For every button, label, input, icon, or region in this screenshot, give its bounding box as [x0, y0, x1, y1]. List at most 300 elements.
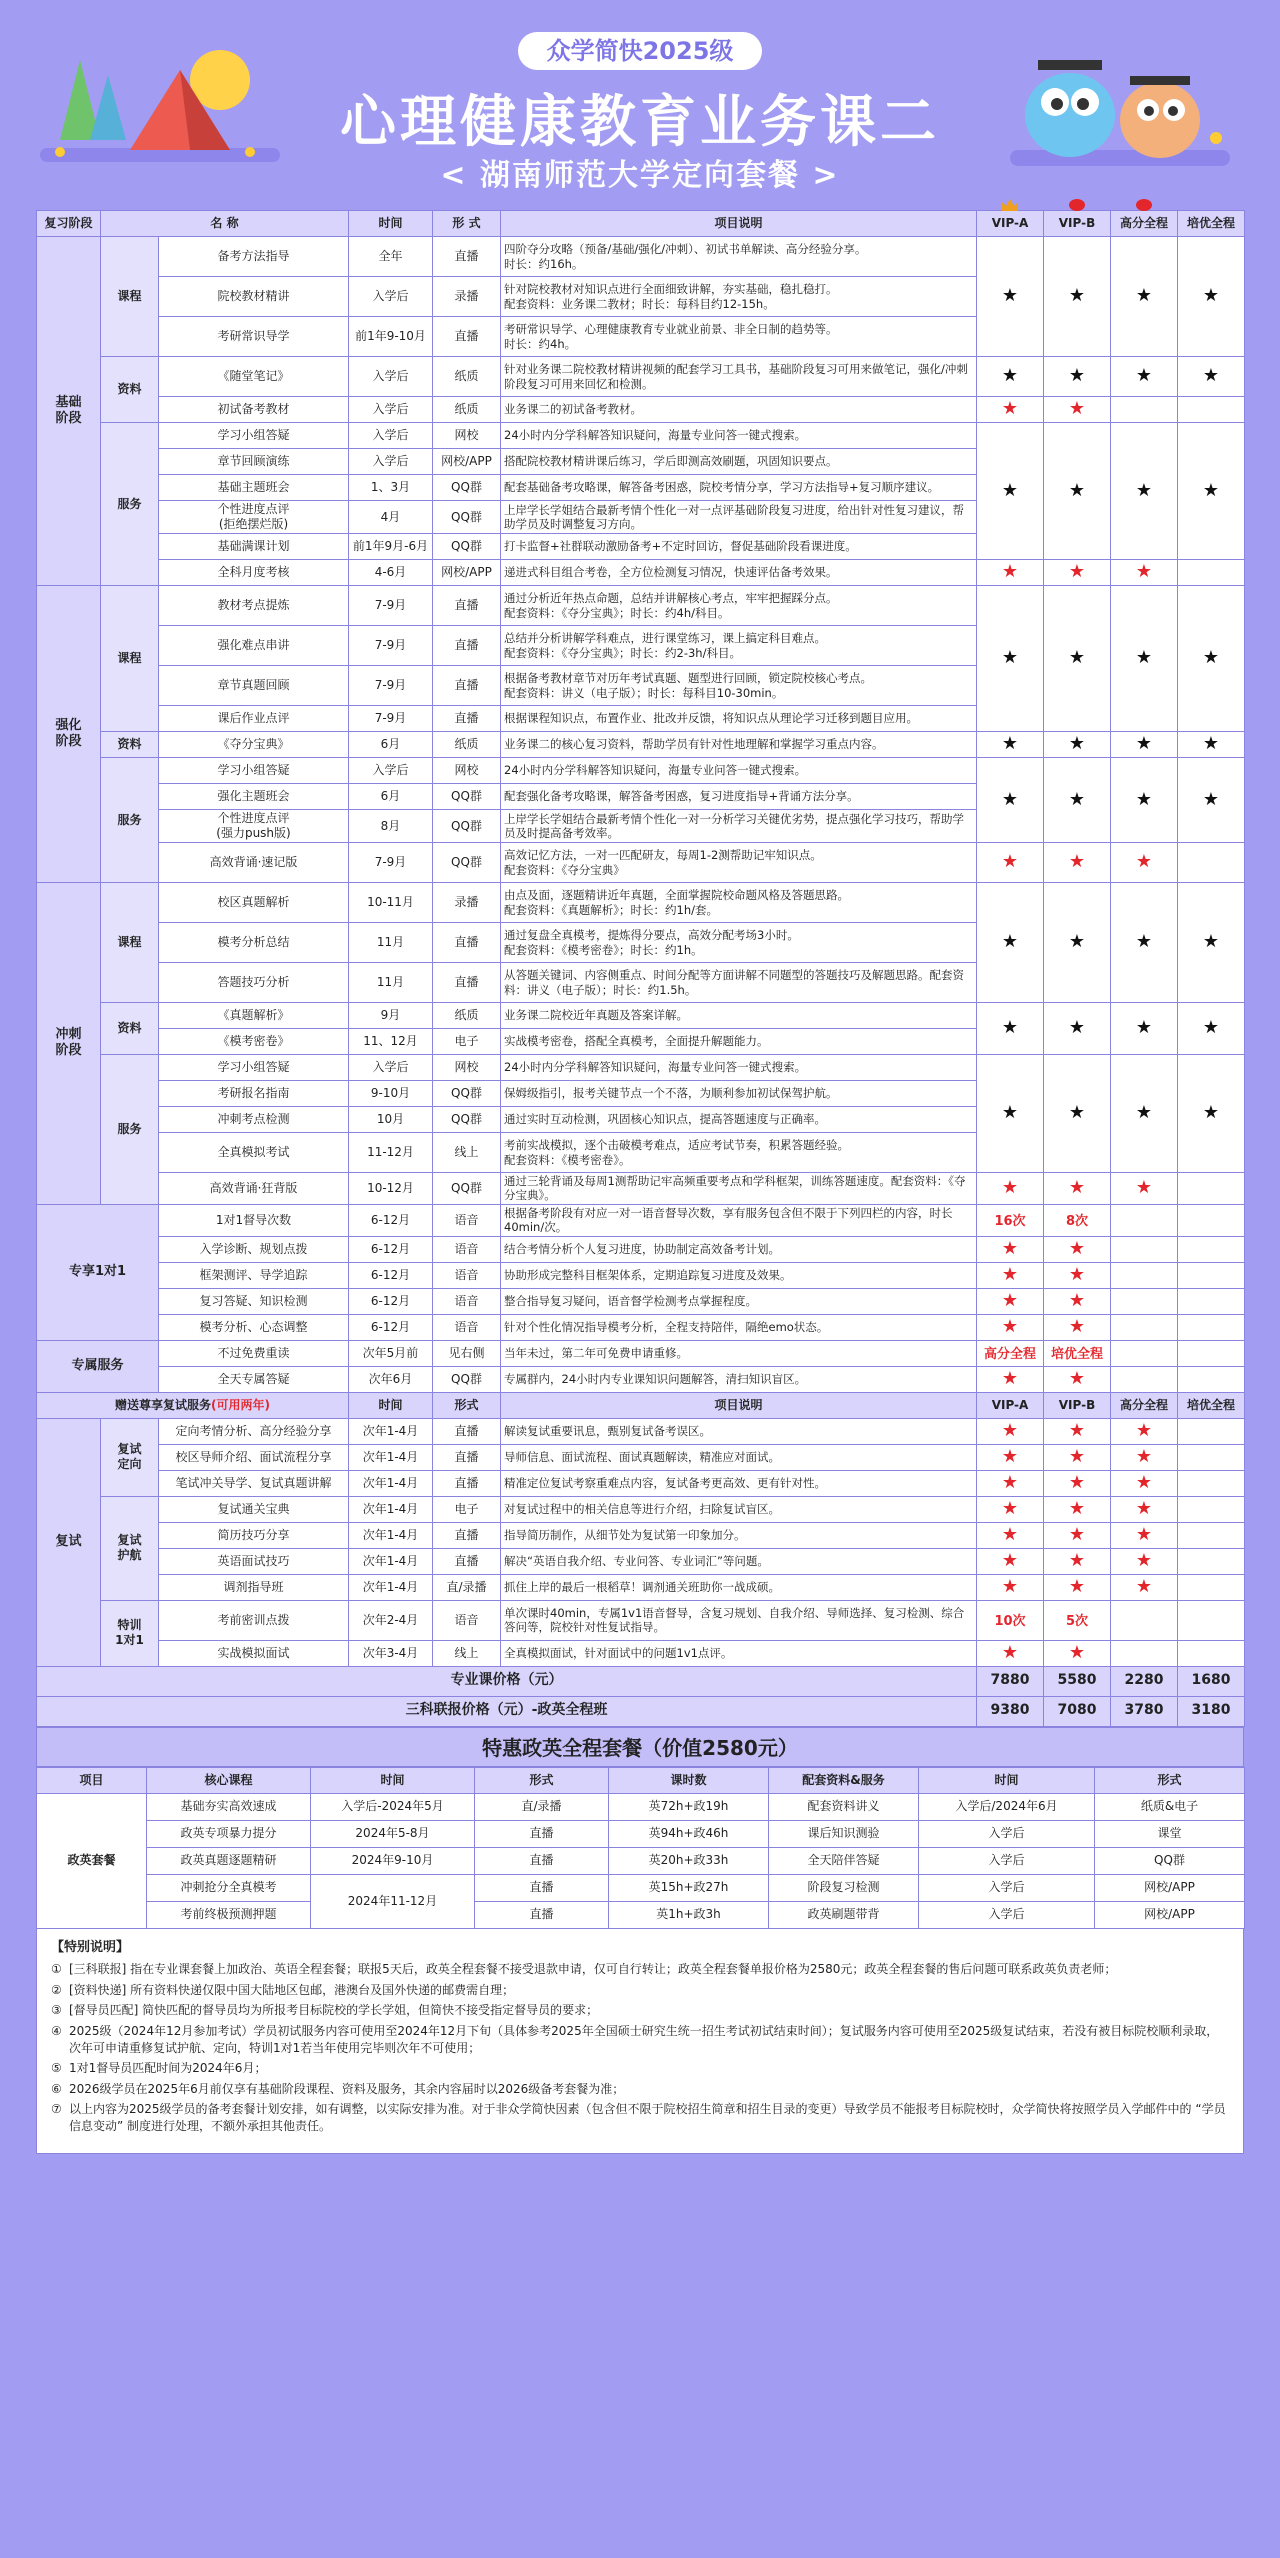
item-name: 《模考密卷》: [159, 1029, 349, 1055]
mark-cell: [977, 1548, 1044, 1574]
mark-cell: [977, 1262, 1044, 1288]
item-desc: 指导简历制作，从细节处为复试第一印象加分。: [501, 1522, 977, 1548]
mark-cell: [1111, 237, 1178, 357]
star-icon: ★: [1135, 1102, 1153, 1124]
mark-cell: [1044, 1204, 1111, 1236]
category-cell: 课程: [101, 586, 159, 732]
table-row: [37, 237, 1245, 277]
star-icon: ★: [1135, 1497, 1153, 1519]
policy-service: 阶段复习检测: [769, 1874, 919, 1901]
mark-cell: [977, 397, 1044, 423]
note-number: ⑦: [51, 2102, 62, 2117]
item-time: 前1年9-10月: [349, 317, 433, 357]
mark-cell: [1111, 758, 1178, 843]
mark-cell: [1178, 1340, 1245, 1366]
mark-cell: [1111, 1522, 1178, 1548]
table-row: [37, 1470, 1245, 1496]
table-row: [37, 843, 1245, 883]
star-icon: ★: [1068, 1263, 1086, 1285]
mark-cell: [977, 1236, 1044, 1262]
star-icon: ★: [1068, 1523, 1086, 1545]
item-form: 线上: [433, 1640, 501, 1666]
item-desc: 24小时内分学科解答知识疑问，海量专业问答一键式搜索。: [501, 423, 977, 449]
mark-cell: [1111, 1548, 1178, 1574]
col-excel-header: 培优全程: [1178, 211, 1245, 237]
star-icon: ★: [1001, 1315, 1019, 1337]
mascot-illustration: [990, 40, 1230, 175]
note-item: [51, 2081, 1229, 2098]
mark-cell: [1044, 1470, 1111, 1496]
star-icon: ★: [1001, 398, 1019, 420]
price-value: 7880: [977, 1666, 1044, 1696]
retest-col-header: 时间: [349, 1392, 433, 1418]
item-desc: 总结并分析讲解学科难点，进行课堂练习，课上搞定科目难点。 配套资料：《夺分宝典》；时长：约2-3h/科目。: [501, 626, 977, 666]
policy-service: 全天陪伴答疑: [769, 1847, 919, 1874]
item-name: 英语面试技巧: [159, 1548, 349, 1574]
page-subtitle: < 湖南师范大学定向套餐 >: [440, 158, 840, 193]
price-label: 三科联报价格（元）-政英全程班: [37, 1696, 977, 1726]
item-name: 高效背诵·速记版: [159, 843, 349, 883]
mark-cell: [1111, 1288, 1178, 1314]
table-row: [37, 1444, 1245, 1470]
star-icon: ★: [1202, 285, 1220, 307]
item-desc: 针对个性化情况指导模考分析，全程支持陪伴，隔绝emo状态。: [501, 1314, 977, 1340]
note-text: 2026级学员在2025年6月前仅享有基础阶段课程、资料及服务，其余内容届时以2026级备考套餐为准；: [69, 2081, 625, 2096]
mark-cell: [1111, 1055, 1178, 1173]
item-desc: 24小时内分学科解答知识疑问，海量专业问答一键式搜索。: [501, 758, 977, 784]
item-name: 复习答疑、知识检测: [159, 1288, 349, 1314]
mark-cell: [977, 1522, 1044, 1548]
price-row: [37, 1696, 1245, 1726]
item-form: 网校: [433, 758, 501, 784]
mark-cell: [1178, 1640, 1245, 1666]
policy-title: 特惠政英全程套餐（价值2580元）: [36, 1727, 1244, 1767]
item-desc: 上岸学长学姐结合最新考情个性化一对一点评基础阶段复习进度，给出针对性复习建议，帮助学员及时调整复习方向。: [501, 501, 977, 534]
item-name: 考研报名指南: [159, 1081, 349, 1107]
mark-cell: [1111, 560, 1178, 586]
star-icon: ★: [1001, 285, 1019, 307]
retest-header-row: [37, 1392, 1245, 1418]
mark-cell: [977, 1003, 1044, 1055]
item-name: 《真题解析》: [159, 1003, 349, 1029]
policy-col-header: 核心课程: [147, 1767, 311, 1793]
table-row: [37, 732, 1245, 758]
item-name: 个性进度点评 (拒绝摆烂版): [159, 501, 349, 534]
table-row: [37, 1574, 1245, 1600]
mark-cell: [1111, 1640, 1178, 1666]
item-time: 次年2-4月: [349, 1600, 433, 1640]
star-icon: ★: [1202, 479, 1220, 501]
star-icon: ★: [1135, 285, 1153, 307]
retest-col-header: 高分全程: [1111, 1392, 1178, 1418]
item-desc: 业务课二的初试备考教材。: [501, 397, 977, 423]
mark-cell: [1111, 1444, 1178, 1470]
table-row: [37, 1640, 1245, 1666]
item-name: 院校教材精讲: [159, 277, 349, 317]
star-icon: ★: [1068, 561, 1086, 583]
mark-text: 16次: [994, 1213, 1026, 1229]
mark-cell: [1111, 1314, 1178, 1340]
star-icon: ★: [1001, 479, 1019, 501]
item-form: 直播: [433, 963, 501, 1003]
policy-hours: 英94h+政46h: [609, 1820, 769, 1847]
item-name: 答题技巧分析: [159, 963, 349, 1003]
policy-course: 政英真题逐题精研: [147, 1847, 311, 1874]
mark-text: 高分全程: [983, 1346, 1036, 1362]
mark-cell: [1178, 237, 1245, 357]
star-icon: ★: [1001, 1102, 1019, 1124]
star-icon: ★: [1068, 733, 1086, 755]
item-name: 模考分析、心态调整: [159, 1314, 349, 1340]
mark-cell: [1044, 357, 1111, 397]
hot-badge-icon: [1069, 199, 1085, 211]
mark-cell: [1044, 1600, 1111, 1640]
star-icon: ★: [1001, 733, 1019, 755]
item-desc: 通过复盘全真模考，提炼得分要点，高效分配考场3小时。 配套资料：《模考密卷》；时长：约1h。: [501, 923, 977, 963]
star-icon: ★: [1001, 931, 1019, 953]
mark-cell: [1044, 1173, 1111, 1205]
mark-cell: [1178, 1314, 1245, 1340]
item-name: 校区真题解析: [159, 883, 349, 923]
item-name: 全科月度考核: [159, 560, 349, 586]
policy-row: [37, 1820, 1245, 1847]
item-form: 语音: [433, 1314, 501, 1340]
note-text: 2025级（2024年12月参加考试）学员初试服务内容可使用至2024年12月下旬（具体参考2025年全国硕士研究生统一招生考试初试结束时间）；复试服务内容可使用至2025级复试结束，若没有被目标院校顺利录取，次年可申请重修复试护航、定向，特训1对1若当年使用完毕则次年不可使用；: [69, 2023, 1219, 2055]
policy-service-form: 课堂: [1095, 1820, 1245, 1847]
star-icon: ★: [1135, 1419, 1153, 1441]
star-icon: ★: [1202, 1102, 1220, 1124]
star-icon: ★: [1135, 561, 1153, 583]
item-form: 网校: [433, 423, 501, 449]
policy-service-time: 入学后: [919, 1901, 1095, 1928]
item-desc: 由点及面，逐题精讲近年真题，全面掌握院校命题风格及答题思路。 配套资料：《真题解析》；时长：约1h/套。: [501, 883, 977, 923]
mark-cell: [977, 1496, 1044, 1522]
policy-service-time: 入学后: [919, 1847, 1095, 1874]
policy-project: 政英套餐: [37, 1793, 147, 1928]
star-icon: ★: [1068, 1497, 1086, 1519]
retest-header: [37, 1392, 349, 1418]
policy-course: 政英专项暴力提分: [147, 1820, 311, 1847]
table-row: [37, 423, 1245, 449]
mark-cell: [1178, 357, 1245, 397]
policy-row: [37, 1847, 1245, 1874]
item-desc: 从答题关键词、内容侧重点、时间分配等方面讲解不同题型的答题技巧及解题思路。配套资料：讲义（电子版）；时长：约1.5h。: [501, 963, 977, 1003]
note-item: [51, 2023, 1229, 2058]
price-value: 1680: [1178, 1666, 1245, 1696]
item-desc: 针对业务课二院校教材精讲视频的配套学习工具书，基础阶段复习可用来做笔记，强化/冲刺阶段复习可用来回忆和检测。: [501, 357, 977, 397]
star-icon: ★: [1001, 1017, 1019, 1039]
item-desc: 打卡监督+社群联动激励备考+不定时回访，督促基础阶段看课进度。: [501, 534, 977, 560]
mark-cell: [1178, 423, 1245, 560]
item-form: 语音: [433, 1262, 501, 1288]
mark-cell: [977, 357, 1044, 397]
item-form: 纸质: [433, 357, 501, 397]
stage-cell: 复试: [37, 1418, 101, 1666]
retest-col-header: 项目说明: [501, 1392, 977, 1418]
policy-col-header: 时间: [311, 1767, 475, 1793]
mark-cell: [1111, 397, 1178, 423]
item-desc: 通过实时互动检测，巩固核心知识点，提高答题速度与正确率。: [501, 1107, 977, 1133]
item-desc: 通过三轮背诵及每周1测帮助记牢高频重要考点和学科框架，训练答题速度。配套资料：《夺分宝典》。: [501, 1173, 977, 1205]
item-form: 纸质: [433, 397, 501, 423]
item-form: 直/录播: [433, 1574, 501, 1600]
item-desc: 递进式科目组合考卷，全方位检测复习情况，快速评估备考效果。: [501, 560, 977, 586]
col-stage-header: 复习阶段: [37, 211, 101, 237]
policy-service-time: 入学后: [919, 1874, 1095, 1901]
item-time: 入学后: [349, 397, 433, 423]
mark-cell: [1178, 758, 1245, 843]
notes-title: 【特别说明】: [51, 1939, 130, 1955]
item-name: 入学诊断、规划点拨: [159, 1236, 349, 1262]
item-form: QQ群: [433, 475, 501, 501]
item-form: 直播: [433, 706, 501, 732]
mark-cell: [1044, 1418, 1111, 1444]
mark-cell: [1111, 1340, 1178, 1366]
item-form: 电子: [433, 1496, 501, 1522]
mark-cell: [1111, 1236, 1178, 1262]
mark-text: 培优全程: [1050, 1346, 1103, 1362]
item-name: 调剂指导班: [159, 1574, 349, 1600]
star-icon: ★: [1001, 1177, 1019, 1199]
item-form: 直播: [433, 237, 501, 277]
star-icon: ★: [1202, 647, 1220, 669]
category-cell: 复试 定向: [101, 1418, 159, 1496]
mark-cell: [1044, 1055, 1111, 1173]
category-cell: 特训 1对1: [101, 1600, 159, 1666]
star-icon: ★: [1068, 1549, 1086, 1571]
mark-cell: [1044, 1366, 1111, 1392]
mark-cell: [977, 1366, 1044, 1392]
mark-cell: [977, 1418, 1044, 1444]
item-name: 章节回顾演练: [159, 449, 349, 475]
item-desc: 抓住上岸的最后一根稻草！调剂通关班助你一战成硕。: [501, 1574, 977, 1600]
item-desc: 高效记忆方法，一对一匹配研友，每周1-2测帮助记牢知识点。 配套资料：《夺分宝典》: [501, 843, 977, 883]
mark-cell: [1044, 586, 1111, 732]
star-icon: ★: [1068, 1641, 1086, 1663]
category-cell: 服务: [101, 1055, 159, 1205]
item-name: 强化难点串讲: [159, 626, 349, 666]
item-desc: 解读复试重要讯息，甄别复试备考误区。: [501, 1418, 977, 1444]
item-form: QQ群: [433, 1366, 501, 1392]
stage-cell: 专属服务: [37, 1340, 159, 1392]
policy-hours: 英72h+政19h: [609, 1793, 769, 1820]
policy-service: 配套资料讲义: [769, 1793, 919, 1820]
item-form: 录播: [433, 883, 501, 923]
header: [0, 0, 1280, 210]
note-item: [51, 1982, 1229, 1999]
star-icon: ★: [1135, 1575, 1153, 1597]
star-icon: ★: [1001, 1497, 1019, 1519]
category-cell: 资料: [101, 357, 159, 423]
price-label: 专业课价格（元）: [37, 1666, 977, 1696]
item-name: 高效背诵·狂背版: [159, 1173, 349, 1205]
category-cell: 资料: [101, 1003, 159, 1055]
mark-cell: [977, 843, 1044, 883]
mark-cell: [1044, 423, 1111, 560]
star-icon: ★: [1202, 931, 1220, 953]
mark-cell: [977, 1288, 1044, 1314]
mark-cell: [1178, 397, 1245, 423]
item-desc: 结合考情分析个人复习进度，协助制定高效备考计划。: [501, 1236, 977, 1262]
star-icon: ★: [1135, 851, 1153, 873]
mark-cell: [1111, 1496, 1178, 1522]
table-row: [37, 1003, 1245, 1029]
note-number: ③: [51, 2003, 62, 2018]
mark-cell: [1044, 1003, 1111, 1055]
item-time: 10月: [349, 1107, 433, 1133]
star-icon: ★: [1001, 1289, 1019, 1311]
item-name: 复试通关宝典: [159, 1496, 349, 1522]
item-time: 11、12月: [349, 1029, 433, 1055]
item-time: 7-9月: [349, 843, 433, 883]
star-icon: ★: [1001, 1367, 1019, 1389]
star-icon: ★: [1001, 1523, 1019, 1545]
item-name: 初试备考教材: [159, 397, 349, 423]
item-desc: 当年未过，第二年可免费申请重修。: [501, 1340, 977, 1366]
item-time: 8月: [349, 810, 433, 843]
star-icon: ★: [1001, 1445, 1019, 1467]
stage-cell: 专享1对1: [37, 1204, 159, 1340]
item-desc: 单次课时40min，专属1v1语音督导，含复习规划、自我介绍、导师选择、复习检测、综合答问等，院校针对性复试指导。: [501, 1600, 977, 1640]
mark-cell: [1178, 883, 1245, 1003]
star-icon: ★: [1135, 1445, 1153, 1467]
mark-cell: [1111, 586, 1178, 732]
item-name: 简历技巧分享: [159, 1522, 349, 1548]
mark-cell: [977, 1173, 1044, 1205]
item-time: 全年: [349, 237, 433, 277]
mark-cell: [977, 1574, 1044, 1600]
item-form: 语音: [433, 1236, 501, 1262]
item-time: 6-12月: [349, 1288, 433, 1314]
mark-cell: [1111, 1470, 1178, 1496]
item-form: QQ群: [433, 784, 501, 810]
star-icon: ★: [1068, 1575, 1086, 1597]
mark-cell: [977, 586, 1044, 732]
col-time-header: 时间: [349, 211, 433, 237]
star-icon: ★: [1068, 365, 1086, 387]
policy-service-form: 纸质&电子: [1095, 1793, 1245, 1820]
note-item: [51, 2060, 1229, 2077]
policy-service-form: 网校/APP: [1095, 1901, 1245, 1928]
star-icon: ★: [1135, 733, 1153, 755]
col-vip-b-header: [1044, 211, 1111, 237]
star-icon: ★: [1001, 1549, 1019, 1571]
mark-cell: [1111, 423, 1178, 560]
price-value: 7080: [1044, 1696, 1111, 1726]
mark-cell: [1178, 1496, 1245, 1522]
mark-cell: [977, 1470, 1044, 1496]
mark-cell: [1111, 1366, 1178, 1392]
policy-col-header: 配套资料&服务: [769, 1767, 919, 1793]
item-name: 教材考点提炼: [159, 586, 349, 626]
mark-cell: [977, 1340, 1044, 1366]
note-number: ④: [51, 2023, 62, 2038]
mark-cell: [1044, 1444, 1111, 1470]
item-time: 11-12月: [349, 1133, 433, 1173]
star-icon: ★: [1068, 398, 1086, 420]
star-icon: ★: [1068, 285, 1086, 307]
item-desc: 协助形成完整科目框架体系，定期追踪复习进度及效果。: [501, 1262, 977, 1288]
item-time: 9月: [349, 1003, 433, 1029]
table-row: [37, 1600, 1245, 1640]
mark-cell: [977, 883, 1044, 1003]
mark-cell: [1178, 1236, 1245, 1262]
item-desc: 根据备考教材章节对历年考试真题、题型进行回顾，锁定院校核心考点。 配套资料：讲义（电子版）；时长：每科目10-30min。: [501, 666, 977, 706]
star-icon: ★: [1068, 1102, 1086, 1124]
item-time: 6月: [349, 732, 433, 758]
star-icon: ★: [1135, 1523, 1153, 1545]
retest-col-header: 培优全程: [1178, 1392, 1245, 1418]
star-icon: ★: [1068, 1445, 1086, 1467]
item-desc: 业务课二院校近年真题及答案详解。: [501, 1003, 977, 1029]
mark-cell: [1044, 1574, 1111, 1600]
star-icon: ★: [1001, 1419, 1019, 1441]
item-form: 直播: [433, 923, 501, 963]
item-time: 入学后: [349, 449, 433, 475]
star-icon: ★: [1068, 851, 1086, 873]
policy-course: 基础夯实高效速成: [147, 1793, 311, 1820]
item-name: 学习小组答疑: [159, 758, 349, 784]
policy-form: 直播: [475, 1901, 609, 1928]
item-form: 语音: [433, 1288, 501, 1314]
price-value: 2280: [1111, 1666, 1178, 1696]
col-desc-header: 项目说明: [501, 211, 977, 237]
item-desc: 根据备考阶段有对应一对一语音督导次数，享有服务包含但不限于下列四栏的内容，时长40min/次。: [501, 1204, 977, 1236]
mark-cell: [977, 237, 1044, 357]
item-desc: 四阶夺分攻略（预备/基础/强化/冲刺）、初试书单解读、高分经验分享。 时长：约16h。: [501, 237, 977, 277]
price-value: 3780: [1111, 1696, 1178, 1726]
table-row: [37, 397, 1245, 423]
retest-header-note: (可用两年): [211, 1397, 270, 1412]
item-name: 基础主题班会: [159, 475, 349, 501]
star-icon: ★: [1135, 931, 1153, 953]
star-icon: ★: [1001, 1471, 1019, 1493]
mark-cell: [1111, 1262, 1178, 1288]
mark-cell: [1178, 1262, 1245, 1288]
category-cell: 服务: [101, 758, 159, 883]
star-icon: ★: [1135, 479, 1153, 501]
star-icon: ★: [1068, 647, 1086, 669]
mark-cell: [1178, 1548, 1245, 1574]
mark-cell: [977, 1444, 1044, 1470]
policy-service-time: 入学后: [919, 1820, 1095, 1847]
item-form: 纸质: [433, 1003, 501, 1029]
item-form: 直播: [433, 1418, 501, 1444]
category-cell: 服务: [101, 423, 159, 586]
item-name: 个性进度点评 (强力push版): [159, 810, 349, 843]
item-time: 次年1-4月: [349, 1522, 433, 1548]
mark-cell: [1044, 237, 1111, 357]
item-time: 11月: [349, 923, 433, 963]
item-form: 直播: [433, 1444, 501, 1470]
star-icon: ★: [1068, 1419, 1086, 1441]
item-desc: 针对院校教材对知识点进行全面细致讲解，夯实基础，稳扎稳打。 配套资料：业务课二教材；时长：每科目约12-15h。: [501, 277, 977, 317]
item-name: 《随堂笔记》: [159, 357, 349, 397]
table-row: [37, 1314, 1245, 1340]
mark-cell: [977, 1055, 1044, 1173]
category-cell: 课程: [101, 883, 159, 1003]
table-row: [37, 1548, 1245, 1574]
mark-cell: [1178, 1522, 1245, 1548]
mark-cell: [1111, 843, 1178, 883]
table-row: [37, 357, 1245, 397]
stage-cell: 冲刺 阶段: [37, 883, 101, 1205]
retest-col-header: VIP-B: [1044, 1392, 1111, 1418]
item-name: 框架测评、导学追踪: [159, 1262, 349, 1288]
table-row: [37, 1366, 1245, 1392]
item-time: 前1年9月-6月: [349, 534, 433, 560]
star-icon: ★: [1202, 365, 1220, 387]
